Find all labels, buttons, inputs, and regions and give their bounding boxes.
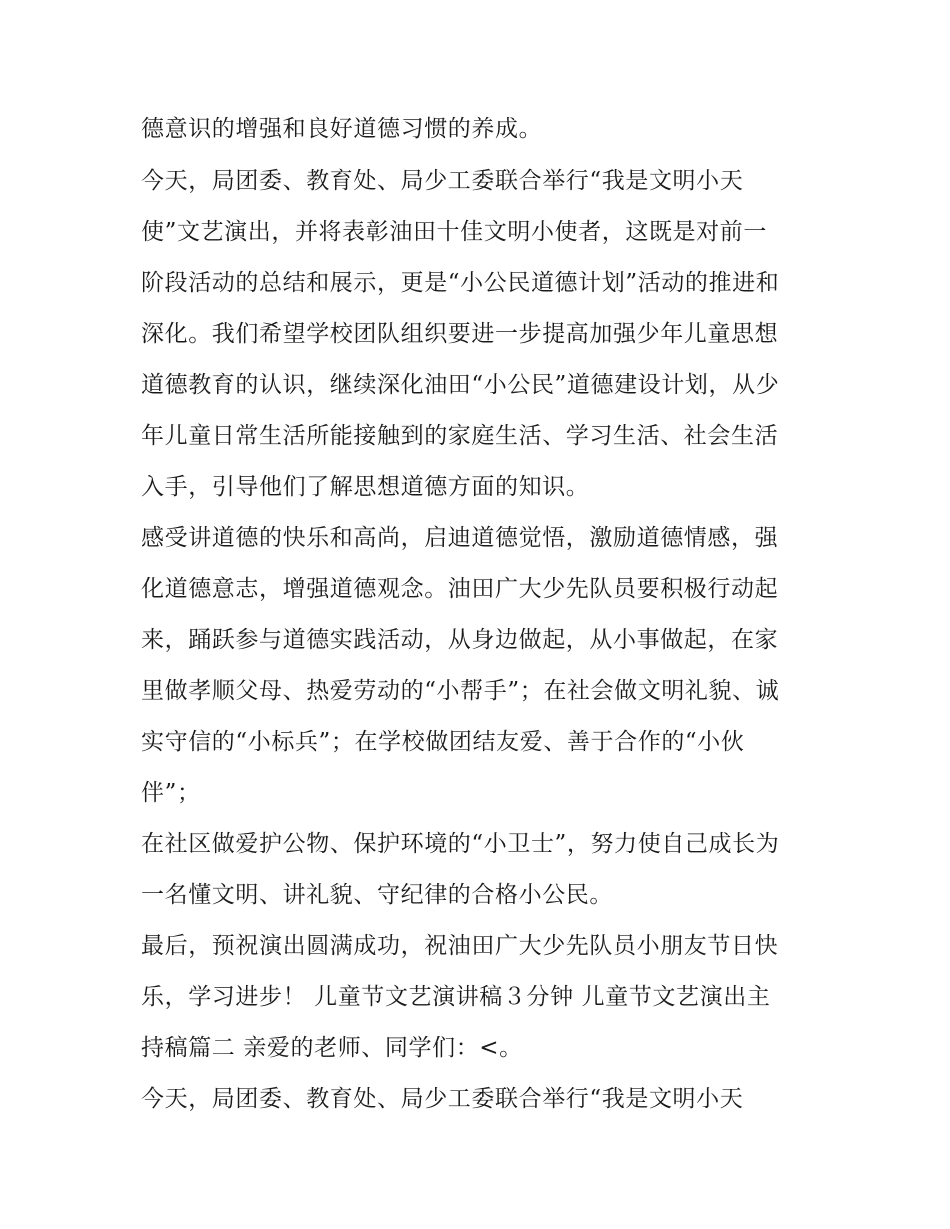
text-line: 持稿篇二 亲爱的老师、同学们：<。 bbox=[141, 1035, 523, 1061]
text-line: 今天，局团委、教育处、局少工委联合举行“我是文明小天 bbox=[141, 168, 744, 194]
text-line: 深化。我们希望学校团队组织要进一步提高加强少年儿童思想 bbox=[141, 321, 779, 347]
text-line: 一名懂文明、讲礼貌、守纪律的合格小公民。 bbox=[141, 882, 613, 908]
text-line: 实守信的“小标兵”；在学校做团结友爱、善于合作的“小伙 bbox=[141, 729, 745, 755]
text-line: 来，踊跃参与道德实践活动，从身边做起，从小事做起，在家 bbox=[141, 627, 779, 653]
text-line: 阶段活动的总结和展示，更是“小公民道德计划”活动的推进和 bbox=[141, 270, 780, 296]
text-line: 今天，局团委、教育处、局少工委联合举行“我是文明小天 bbox=[141, 1086, 744, 1112]
text-line: 入手，引导他们了解思想道德方面的知识。 bbox=[141, 474, 590, 500]
text-line: 化道德意志，增强道德观念。油田广大少先队员要积极行动起 bbox=[141, 576, 779, 602]
text-line: 年儿童日常生活所能接触到的家庭生活、学习生活、社会生活 bbox=[141, 423, 779, 449]
text-line: 使”文艺演出，并将表彰油田十佳文明小使者，这既是对前一 bbox=[141, 219, 767, 245]
text-line: 在社区做爱护公物、保护环境的“小卫士”，努力使自己成长为 bbox=[141, 831, 780, 857]
text-line: 最后，预祝演出圆满成功，祝油田广大少先队员小朋友节日快 bbox=[141, 933, 779, 959]
text-line: 德意识的增强和良好道德习惯的养成。 bbox=[141, 116, 543, 142]
text-line: 伴”； bbox=[141, 780, 201, 806]
text-line: 道德教育的认识，继续深化油田“小公民”道德建设计划，从少 bbox=[141, 372, 780, 398]
text-line: 感受讲道德的快乐和高尚，启迪道德觉悟，激励道德情感，强 bbox=[141, 525, 779, 551]
text-line: 乐，学习进步！ 儿童节文艺演讲稿３分钟 儿童节文艺演出主 bbox=[141, 984, 771, 1010]
text-line: 里做孝顺父母、热爱劳动的“小帮手”；在社会做文明礼貌、诚 bbox=[141, 678, 780, 704]
